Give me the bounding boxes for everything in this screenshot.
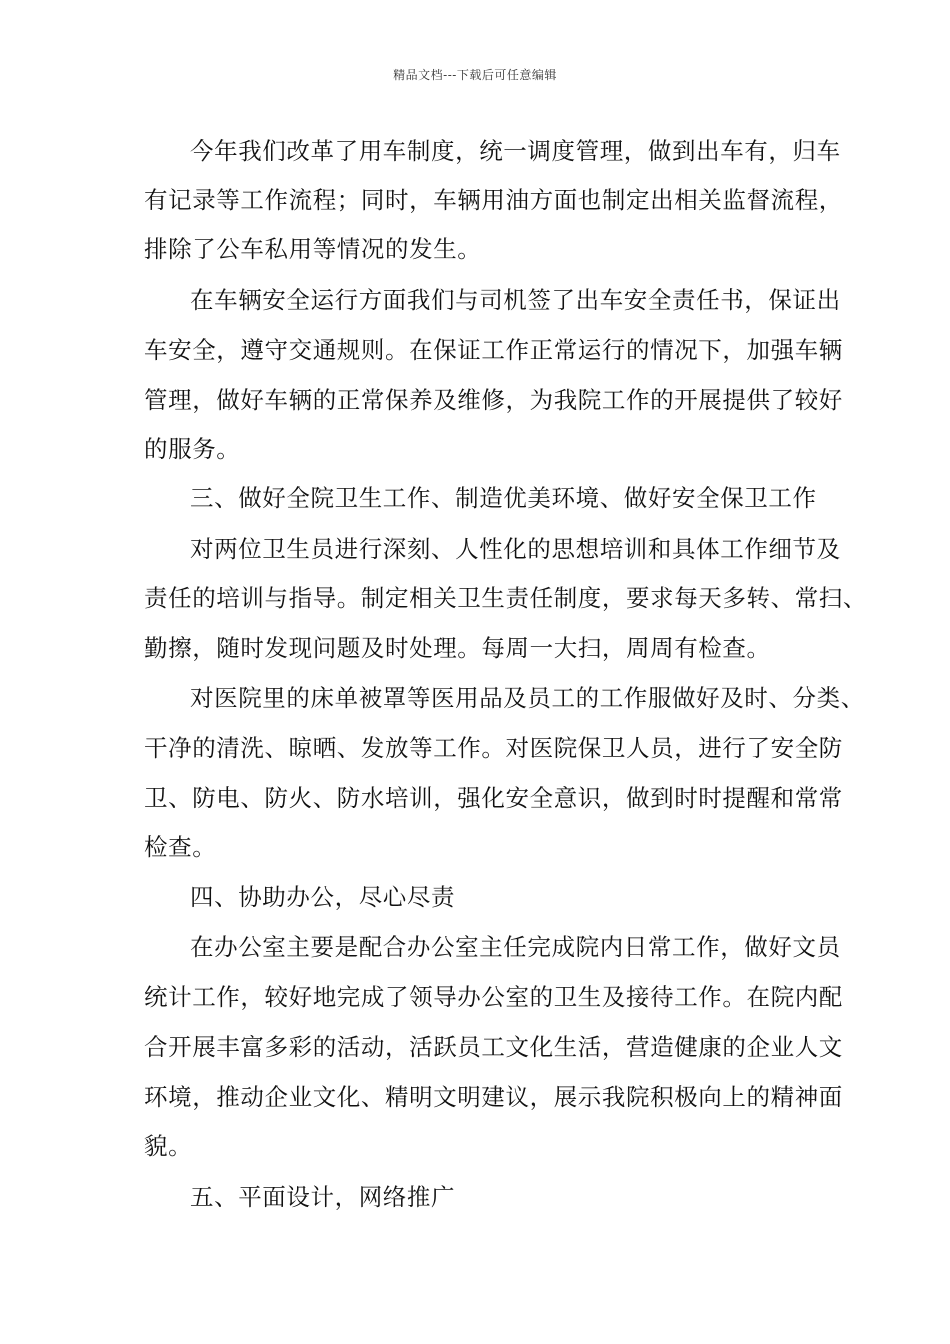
paragraph-line: 管理，做好车辆的正常保养及维修，为我院工作的开展提供了较好 [144,386,843,414]
paragraph-line: 貌。 [144,1132,193,1160]
paragraph-line: 统计工作，较好地完成了领导办公室的卫生及接待工作。在院内配 [144,983,843,1011]
paragraph-line: 责任的培训与指导。制定相关卫生责任制度，要求每天多转、常扫、 [144,584,867,612]
paragraph-line: 的服务。 [144,435,241,463]
section-heading: 三、做好全院卫生工作、制造优美环境、做好安全保卫工作 [190,484,817,512]
paragraph-line: 勤擦，随时发现问题及时处理。每周一大扫，周周有检查。 [144,634,771,662]
paragraph-line: 合开展丰富多彩的活动，活跃员工文化生活，营造健康的企业人文 [144,1033,843,1061]
paragraph-line: 卫、防电、防火、防水培训，强化安全意识，做到时时提醒和常常 [144,784,843,812]
paragraph-line: 干净的清洗、晾晒、发放等工作。对医院保卫人员，进行了安全防 [144,734,843,762]
page-header: 精品文档---下载后可任意编辑 [393,68,557,82]
paragraph-line: 排除了公车私用等情况的发生。 [144,235,482,263]
paragraph-line: 对医院里的床单被罩等医用品及员工的工作服做好及时、分类、 [190,684,865,712]
paragraph-line: 对两位卫生员进行深刻、人性化的思想培训和具体工作细节及 [190,535,841,563]
section-heading: 四、协助办公，尽心尽责 [190,883,456,911]
section-heading: 五、平面设计，网络推广 [190,1183,456,1211]
paragraph-line: 今年我们改革了用车制度，统一调度管理，做到出车有，归车 [190,137,841,165]
paragraph-line: 有记录等工作流程；同时，车辆用油方面也制定出相关监督流程， [144,186,843,214]
paragraph-line: 环境，推动企业文化、精明文明建议，展示我院积极向上的精神面 [144,1083,843,1111]
paragraph-line: 在车辆安全运行方面我们与司机签了出车安全责任书，保证出 [190,286,841,314]
paragraph-line: 检查。 [144,833,217,861]
paragraph-line: 在办公室主要是配合办公室主任完成院内日常工作，做好文员 [190,933,841,961]
paragraph-line: 车安全，遵守交通规则。在保证工作正常运行的情况下，加强车辆 [144,336,843,364]
